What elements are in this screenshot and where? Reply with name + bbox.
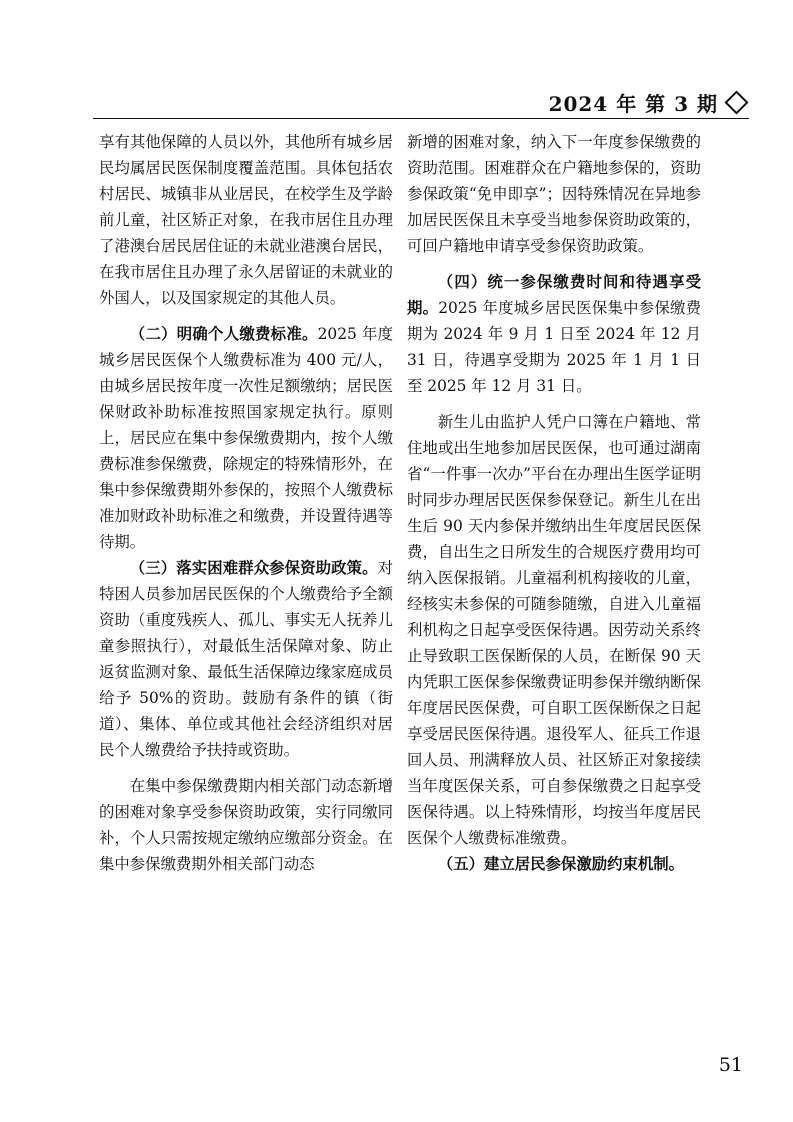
issue-text: 2024 年 第 3 期: [548, 92, 718, 116]
paragraph-special-cases: 新生儿由监护人凭户口簿在户籍地、常住地或出生地参加居民医保，也可通过湖南省“一件事一次办”平台在办理出生医学证明时同步办理居民医保参保登记。新生儿在出生后 90 天内参保并缴纳出生年度居民医保费，自出生之日所发生的合规医疗费用均可纳入医保报销。儿童福利机构接收的儿童，经核实未参保的可随参随缴，自进入儿童福利机构之日起享受医保待遇。因劳动关系终止导致职工医保断保的人员，在断保 90 天内凭职工医保参保缴费证明参保并缴纳断保年度居民医保费，可自职工医保断保之日起享受居民医保待遇。退役军人、征兵工作退回人员、刑满释放人员、社区矫正对象接续当年度医保关系，可自参保缴费之日起享受医保待遇。以上特殊情形，均按当年度居民医保个人缴费标准缴费。: [407, 413, 701, 847]
section-2-title: （二）明确个人缴费标准。: [129, 325, 318, 343]
section-5: [407, 851, 701, 877]
page-header: [0, 0, 793, 122]
section-2-body: 2025 年度城乡居民医保个人缴费标准为 400 元/人，由城乡居民按年度一次性足额缴纳；居民医保财政补助标准按照国家规定执行。原则上，居民应在集中参保缴费期内，按个人缴费标准参保缴费，除规定的特殊情形外，在集中参保缴费期外参保的，按照个人缴费标准加财政补助标准之和缴费，并设置待遇等待期。: [99, 325, 393, 551]
section-5-title: （五）建立居民参保激励约束机制。: [437, 855, 685, 873]
section-3-body: 对特困人员参加居民医保的个人缴费给予全额资助（重度残疾人、孤儿、事实无人抚养儿童参照执行），对最低生活保障对象、防止返贫监测对象、最低生活保障边缘家庭成员给予 50%的资助。鼓励有条件的镇（街道）、集体、单位或其他社会经济组织对居民个人缴费给予扶持或资助。: [99, 559, 393, 759]
section-3: [99, 555, 393, 763]
section-4-body: 2025 年度城乡居民医保集中参保缴费期为 2024 年 9 月 1 日至 2024 年 12 月 31 日，待遇享受期为 2025 年 1 月 1 日至 2025 年 12 月 31 日。: [407, 299, 701, 395]
section-3-title: （三）落实困难群众参保资助政策。: [129, 559, 378, 577]
diamond-icon: [724, 90, 748, 114]
header-rule: [93, 118, 749, 119]
right-column: [407, 129, 701, 877]
section-4-title: （四）统一参保缴费时间和待遇享受期。: [407, 273, 701, 317]
paragraph-subsidy-scope: 新增的困难对象，纳入下一年度参保缴费的资助范围。困难群众在户籍地参保的，资助参保政策“免申即享”；因特殊情况在异地参加居民医保且未享受当地参保资助政策的，可回户籍地申请享受参保资助政策。: [407, 133, 701, 255]
paragraph-dynamic-subsidy: 在集中参保缴费期内相关部门动态新增的困难对象享受参保资助政策，实行同缴同补，个人只需按规定缴纳应缴部分资金。在集中参保缴费期外相关部门动态: [99, 777, 393, 873]
section-2: [99, 321, 393, 555]
left-column: [99, 129, 393, 877]
paragraph-coverage: 享有其他保障的人员以外，其他所有城乡居民均属居民医保制度覆盖范围。具体包括农村居民、城镇非从业居民，在校学生及学龄前儿童，社区矫正对象，在我市居住且办理了港澳台居民居住证的未就业港澳台居民，在我市居住且办理了永久居留证的未就业的外国人，以及国家规定的其他人员。: [99, 133, 393, 307]
issue-label: [549, 88, 745, 117]
section-4: [407, 269, 701, 399]
page-number: 51: [718, 1054, 743, 1076]
